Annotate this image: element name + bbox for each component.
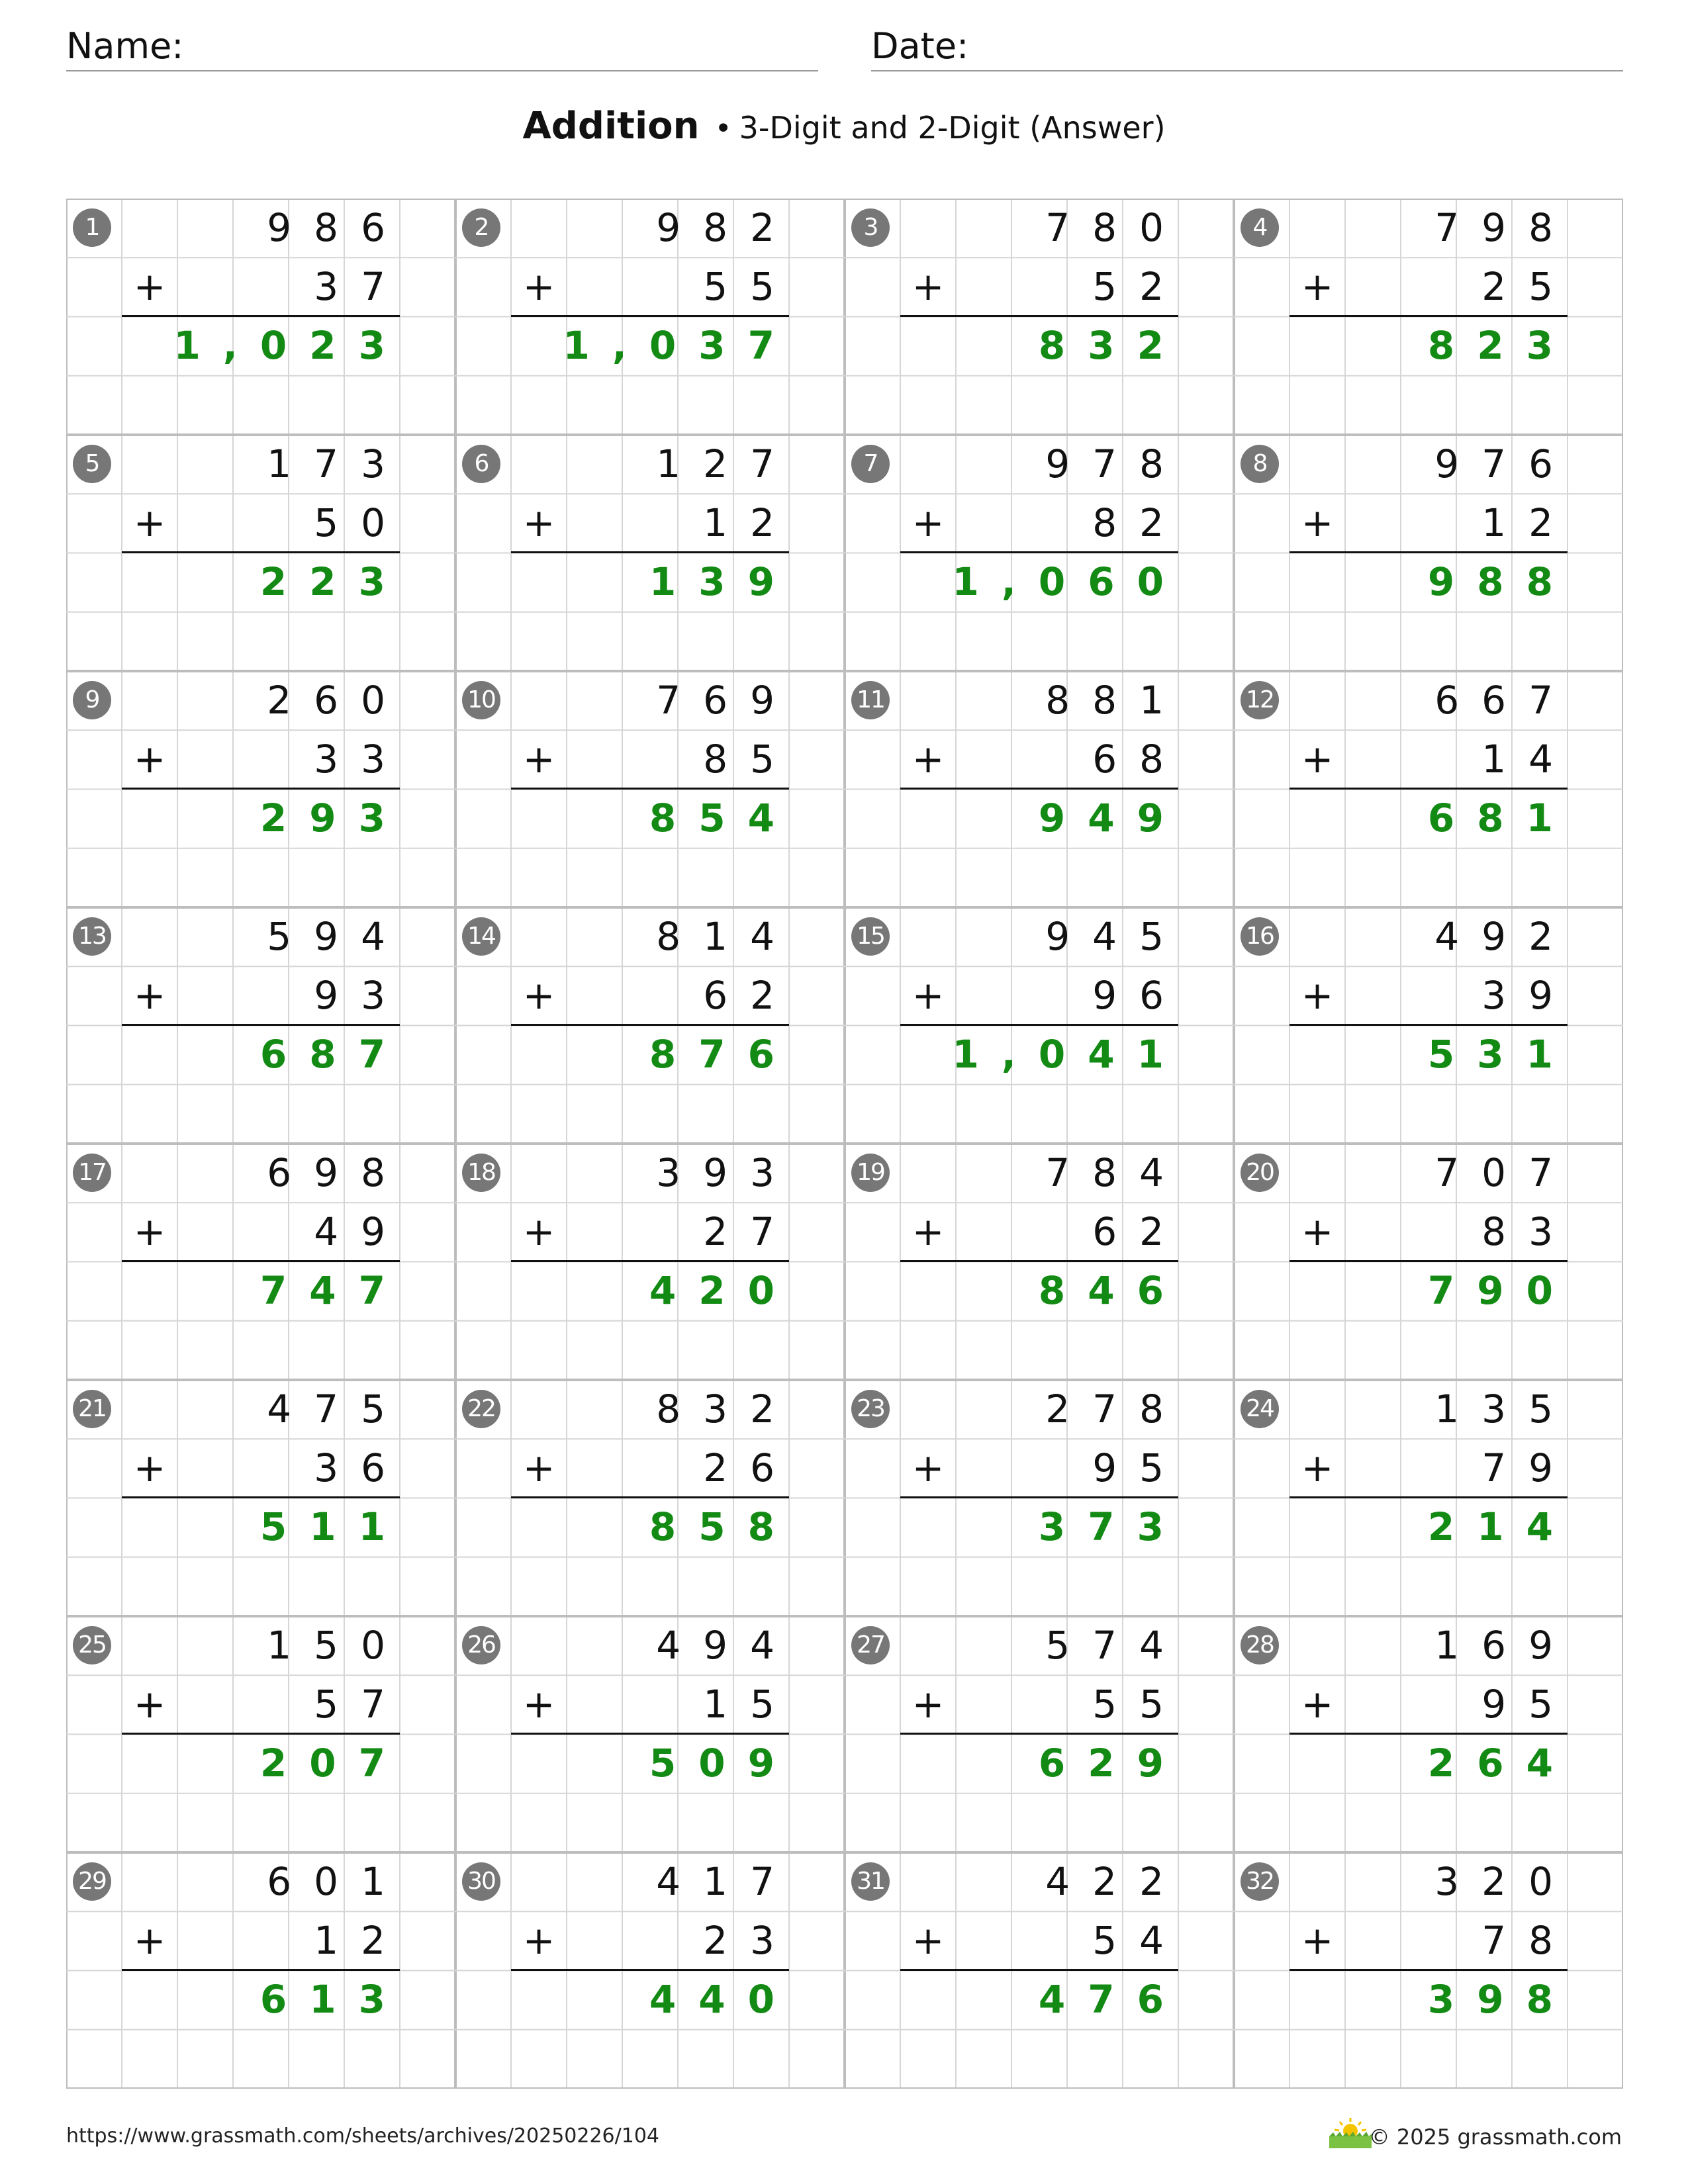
addend-top: 601 bbox=[267, 1859, 408, 1904]
plus-sign: + bbox=[1301, 737, 1334, 782]
answer-sum: 613 bbox=[259, 1977, 408, 2022]
problem bbox=[66, 435, 455, 671]
date-field[interactable] bbox=[871, 20, 1623, 71]
addend-top: 127 bbox=[656, 441, 797, 486]
problem-number-badge: 8 bbox=[1241, 445, 1279, 483]
problem-number-badge: 22 bbox=[462, 1390, 500, 1428]
addend-bottom: 36 bbox=[314, 1445, 408, 1490]
problem bbox=[455, 1144, 845, 1380]
answer-sum: 207 bbox=[259, 1741, 408, 1786]
addend-bottom: 23 bbox=[703, 1918, 797, 1963]
addend-bottom: 14 bbox=[1481, 737, 1575, 782]
answer-sum: 823 bbox=[1427, 323, 1575, 368]
addend-bottom: 62 bbox=[1092, 1209, 1186, 1254]
plus-sign: + bbox=[912, 737, 945, 782]
problem-number-badge: 32 bbox=[1241, 1862, 1279, 1901]
answer-sum: 832 bbox=[1038, 323, 1186, 368]
problem bbox=[66, 1380, 455, 1616]
addend-top: 320 bbox=[1434, 1859, 1575, 1904]
addend-bottom: 12 bbox=[703, 500, 797, 545]
problem-number-badge: 2 bbox=[462, 208, 500, 247]
plus-sign: + bbox=[912, 500, 945, 545]
addend-bottom: 37 bbox=[314, 264, 408, 309]
answer-sum: 846 bbox=[1038, 1268, 1186, 1313]
name-label: Name: bbox=[66, 25, 184, 67]
addend-top: 260 bbox=[267, 678, 408, 723]
plus-sign: + bbox=[133, 737, 166, 782]
answer-sum: 876 bbox=[649, 1032, 797, 1077]
problem-number-badge: 12 bbox=[1241, 681, 1279, 719]
plus-sign: + bbox=[522, 737, 555, 782]
plus-sign: + bbox=[912, 1682, 945, 1727]
addend-top: 173 bbox=[267, 441, 408, 486]
addend-top: 475 bbox=[267, 1387, 408, 1432]
addend-top: 594 bbox=[267, 914, 408, 959]
problem-number-badge: 18 bbox=[462, 1154, 500, 1192]
answer-sum: 687 bbox=[259, 1032, 408, 1077]
addend-top: 393 bbox=[656, 1150, 797, 1195]
problem-number-badge: 28 bbox=[1241, 1626, 1279, 1664]
problem bbox=[1234, 435, 1623, 671]
problem bbox=[845, 671, 1234, 907]
problem bbox=[845, 1144, 1234, 1380]
problem-number-badge: 26 bbox=[462, 1626, 500, 1664]
addend-bottom: 85 bbox=[703, 737, 797, 782]
problem-number-badge: 14 bbox=[462, 917, 500, 956]
addend-bottom: 39 bbox=[1481, 973, 1575, 1018]
addend-top: 707 bbox=[1434, 1150, 1575, 1195]
plus-sign: + bbox=[1301, 264, 1334, 309]
addend-bottom: 49 bbox=[314, 1209, 408, 1254]
addend-bottom: 33 bbox=[314, 737, 408, 782]
answer-sum: 629 bbox=[1038, 1741, 1186, 1786]
title-separator: • bbox=[714, 112, 732, 146]
addend-top: 667 bbox=[1434, 678, 1575, 723]
addend-top: 417 bbox=[656, 1859, 797, 1904]
addend-top: 278 bbox=[1045, 1387, 1186, 1432]
plus-sign: + bbox=[522, 1682, 555, 1727]
addend-top: 780 bbox=[1045, 205, 1186, 250]
plus-sign: + bbox=[133, 1918, 166, 1963]
answer-sum: 790 bbox=[1427, 1268, 1575, 1313]
problem-number-badge: 23 bbox=[851, 1390, 890, 1428]
problem bbox=[1234, 1616, 1623, 1852]
addend-bottom: 26 bbox=[703, 1445, 797, 1490]
plus-sign: + bbox=[133, 973, 166, 1018]
answer-sum: 509 bbox=[649, 1741, 797, 1786]
problem bbox=[1234, 1380, 1623, 1616]
problem bbox=[1234, 671, 1623, 907]
problem bbox=[845, 907, 1234, 1144]
addend-top: 881 bbox=[1045, 678, 1186, 723]
answer-sum: 373 bbox=[1038, 1504, 1186, 1549]
problem-number-badge: 24 bbox=[1241, 1390, 1279, 1428]
problem bbox=[455, 199, 845, 435]
answer-sum: 214 bbox=[1427, 1504, 1575, 1549]
plus-sign: + bbox=[1301, 1209, 1334, 1254]
plus-sign: + bbox=[522, 973, 555, 1018]
plus-sign: + bbox=[522, 1445, 555, 1490]
problem-number-badge: 25 bbox=[73, 1626, 111, 1664]
addend-top: 698 bbox=[267, 1150, 408, 1195]
plus-sign: + bbox=[1301, 973, 1334, 1018]
problem-number-badge: 20 bbox=[1241, 1154, 1279, 1192]
addend-top: 832 bbox=[656, 1387, 797, 1432]
plus-sign: + bbox=[522, 500, 555, 545]
addend-bottom: 78 bbox=[1481, 1918, 1575, 1963]
addend-bottom: 83 bbox=[1481, 1209, 1575, 1254]
answer-sum: 988 bbox=[1427, 559, 1575, 604]
answer-sum: 1,060 bbox=[952, 559, 1186, 604]
problem-number-badge: 3 bbox=[851, 208, 890, 247]
addend-top: 769 bbox=[656, 678, 797, 723]
title-main: Addition bbox=[522, 105, 700, 148]
plus-sign: + bbox=[133, 1209, 166, 1254]
addend-bottom: 82 bbox=[1092, 500, 1186, 545]
problem bbox=[845, 1852, 1234, 2089]
plus-sign: + bbox=[133, 1682, 166, 1727]
problem-number-badge: 31 bbox=[851, 1862, 890, 1901]
worksheet-grid bbox=[66, 199, 1623, 2089]
addend-top: 784 bbox=[1045, 1150, 1186, 1195]
problem bbox=[455, 435, 845, 671]
problem-number-badge: 7 bbox=[851, 445, 890, 483]
addend-top: 945 bbox=[1045, 914, 1186, 959]
problem bbox=[1234, 1144, 1623, 1380]
problem bbox=[1234, 1852, 1623, 2089]
problem-number-badge: 6 bbox=[462, 445, 500, 483]
addend-bottom: 54 bbox=[1092, 1918, 1186, 1963]
problem-number-badge: 4 bbox=[1241, 208, 1279, 247]
addend-bottom: 95 bbox=[1481, 1682, 1575, 1727]
grass-sun-logo-icon bbox=[1328, 2116, 1373, 2150]
problem-number-badge: 19 bbox=[851, 1154, 890, 1192]
answer-sum: 1,023 bbox=[173, 323, 408, 368]
problem bbox=[845, 199, 1234, 435]
problem bbox=[66, 671, 455, 907]
problem-number-badge: 15 bbox=[851, 917, 890, 956]
addend-bottom: 62 bbox=[703, 973, 797, 1018]
addend-bottom: 52 bbox=[1092, 264, 1186, 309]
answer-sum: 1,041 bbox=[952, 1032, 1186, 1077]
problem bbox=[66, 1144, 455, 1380]
plus-sign: + bbox=[912, 264, 945, 309]
addend-top: 978 bbox=[1045, 441, 1186, 486]
addend-top: 982 bbox=[656, 205, 797, 250]
answer-sum: 293 bbox=[259, 796, 408, 841]
title-subtitle: 3-Digit and 2-Digit (Answer) bbox=[739, 110, 1166, 146]
addend-bottom: 50 bbox=[314, 500, 408, 545]
plus-sign: + bbox=[133, 264, 166, 309]
answer-sum: 420 bbox=[649, 1268, 797, 1313]
plus-sign: + bbox=[133, 500, 166, 545]
problem-number-badge: 21 bbox=[73, 1390, 111, 1428]
problem bbox=[845, 435, 1234, 671]
addend-top: 976 bbox=[1434, 441, 1575, 486]
problem bbox=[455, 1852, 845, 2089]
problem bbox=[1234, 199, 1623, 435]
problem bbox=[845, 1616, 1234, 1852]
problem-number-badge: 1 bbox=[73, 208, 111, 247]
answer-sum: 531 bbox=[1427, 1032, 1575, 1077]
worksheet-title bbox=[0, 105, 1688, 148]
problem bbox=[66, 199, 455, 435]
problem-number-badge: 10 bbox=[462, 681, 500, 719]
addend-bottom: 55 bbox=[703, 264, 797, 309]
addend-top: 150 bbox=[267, 1623, 408, 1668]
answer-sum: 858 bbox=[649, 1504, 797, 1549]
plus-sign: + bbox=[1301, 1445, 1334, 1490]
plus-sign: + bbox=[1301, 1918, 1334, 1963]
problem-number-badge: 16 bbox=[1241, 917, 1279, 956]
answer-sum: 681 bbox=[1427, 796, 1575, 841]
addend-top: 492 bbox=[1434, 914, 1575, 959]
problem-number-badge: 11 bbox=[851, 681, 890, 719]
addend-bottom: 15 bbox=[703, 1682, 797, 1727]
problem bbox=[845, 1380, 1234, 1616]
problem bbox=[1234, 907, 1623, 1144]
plus-sign: + bbox=[912, 1918, 945, 1963]
problem-number-badge: 9 bbox=[73, 681, 111, 719]
plus-sign: + bbox=[1301, 500, 1334, 545]
addend-bottom: 12 bbox=[1481, 500, 1575, 545]
footer-copyright: © 2025 grassmath.com bbox=[1368, 2124, 1622, 2150]
addend-bottom: 93 bbox=[314, 973, 408, 1018]
plus-sign: + bbox=[1301, 1682, 1334, 1727]
problem bbox=[455, 1380, 845, 1616]
problem bbox=[66, 907, 455, 1144]
answer-sum: 747 bbox=[259, 1268, 408, 1313]
addend-top: 986 bbox=[267, 205, 408, 250]
problem bbox=[455, 1616, 845, 1852]
problem bbox=[66, 1616, 455, 1852]
addend-bottom: 27 bbox=[703, 1209, 797, 1254]
problem bbox=[66, 1852, 455, 2089]
addend-bottom: 57 bbox=[314, 1682, 408, 1727]
answer-sum: 511 bbox=[259, 1504, 408, 1549]
problem bbox=[455, 907, 845, 1144]
answer-sum: 440 bbox=[649, 1977, 797, 2022]
addend-top: 814 bbox=[656, 914, 797, 959]
problem-number-badge: 5 bbox=[73, 445, 111, 483]
addend-bottom: 79 bbox=[1481, 1445, 1575, 1490]
answer-sum: 476 bbox=[1038, 1977, 1186, 2022]
plus-sign: + bbox=[912, 973, 945, 1018]
plus-sign: + bbox=[522, 1209, 555, 1254]
addend-bottom: 68 bbox=[1092, 737, 1186, 782]
addend-top: 422 bbox=[1045, 1859, 1186, 1904]
problem-number-badge: 17 bbox=[73, 1154, 111, 1192]
addend-bottom: 25 bbox=[1481, 264, 1575, 309]
addend-top: 169 bbox=[1434, 1623, 1575, 1668]
answer-sum: 1,037 bbox=[563, 323, 797, 368]
answer-sum: 949 bbox=[1038, 796, 1186, 841]
plus-sign: + bbox=[912, 1209, 945, 1254]
addend-top: 494 bbox=[656, 1623, 797, 1668]
addend-bottom: 55 bbox=[1092, 1682, 1186, 1727]
addend-bottom: 95 bbox=[1092, 1445, 1186, 1490]
plus-sign: + bbox=[522, 1918, 555, 1963]
plus-sign: + bbox=[133, 1445, 166, 1490]
problem bbox=[455, 671, 845, 907]
addend-top: 798 bbox=[1434, 205, 1575, 250]
problem-number-badge: 29 bbox=[73, 1862, 111, 1901]
addend-bottom: 96 bbox=[1092, 973, 1186, 1018]
problem-number-badge: 13 bbox=[73, 917, 111, 956]
answer-sum: 223 bbox=[259, 559, 408, 604]
problem-number-badge: 27 bbox=[851, 1626, 890, 1664]
name-field[interactable] bbox=[66, 20, 818, 71]
footer-url: https://www.grassmath.com/sheets/archives/20250226/104 bbox=[66, 2124, 660, 2148]
addend-bottom: 12 bbox=[314, 1918, 408, 1963]
plus-sign: + bbox=[522, 264, 555, 309]
plus-sign: + bbox=[912, 1445, 945, 1490]
answer-sum: 264 bbox=[1427, 1741, 1575, 1786]
date-label: Date: bbox=[871, 25, 969, 67]
addend-top: 574 bbox=[1045, 1623, 1186, 1668]
answer-sum: 398 bbox=[1427, 1977, 1575, 2022]
answer-sum: 854 bbox=[649, 796, 797, 841]
answer-sum: 139 bbox=[649, 559, 797, 604]
problem-number-badge: 30 bbox=[462, 1862, 500, 1901]
addend-top: 135 bbox=[1434, 1387, 1575, 1432]
